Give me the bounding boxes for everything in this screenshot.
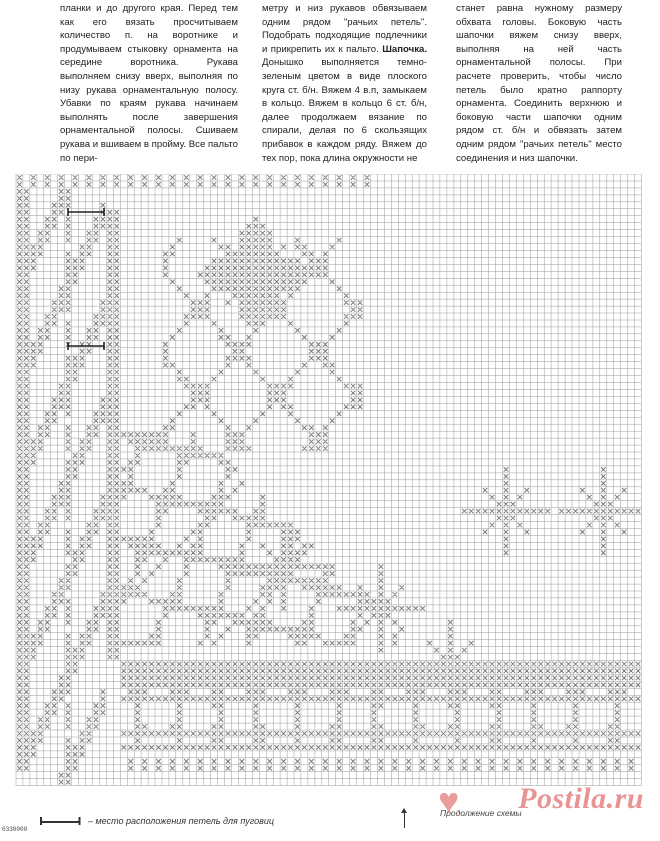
page-code: 0330000 bbox=[2, 826, 28, 833]
column-3-text: станет равна нужному размеру обхвата головы. Боковую часть шапочки вяжем снизу вверх, выполняя на ней часть орнаментальной полосы. При расчете проверить, чтобы число петель было кратно раппорту орнамента. Соединить верхнюю и боковую части шапочки одним рядом ст. б/н и обвязать затем одним рядом "рачьих петель" место соединения и низ шапочки. bbox=[456, 3, 622, 164]
buttonhole-marker-icon bbox=[40, 817, 80, 825]
buttonhole-marker-1 bbox=[68, 208, 104, 216]
hat-instructions: Донышко выполняется темно-зеленым цветом в виде плоского круга ст. б/н. Вяжем 4 в.п, замыкаем в кольцо. Вяжем в кольцо 6 ст. б/н, далее продолжаем вязание по спирали, делая по 6 скользящих прибавок в каждом ряду. Вяжем до тех пор, пока длина окружности не bbox=[262, 57, 427, 164]
hat-heading: Шапочка. bbox=[382, 43, 427, 55]
watermark bbox=[436, 776, 658, 836]
heart-icon: ♥ bbox=[438, 780, 460, 821]
column-2-coat-text: метру и низ рукавов обвязываем одним рядом "рачьих петель". Подобрать подходящие подлечники и прикрепить их к пальто. bbox=[262, 3, 427, 55]
chart-legend bbox=[40, 816, 274, 826]
legend-text: – место расположения петель для пуговиц bbox=[88, 816, 274, 826]
chart-grid bbox=[16, 174, 642, 786]
text-column-2 bbox=[262, 2, 427, 165]
crochet-chart bbox=[0, 174, 660, 804]
text-column-1 bbox=[60, 2, 238, 165]
arrow-up-icon bbox=[404, 808, 406, 828]
column-2-text bbox=[262, 2, 427, 165]
column-1-text: планки и до другого края. Перед тем как его вязать просчитываем количество п. на воротнике и продумываем стыковку орнамента на середине воротника. Рукава выполняем снизу вверх, выполняя по низу рукава орнаментальную полосу. Убавки по краям рукава начинаем выполнять после завершения орнаментальной полосы. Сшиваем рукава и вшиваем в пройму. Все пальто по пери- bbox=[60, 3, 238, 164]
grid-lines bbox=[16, 174, 642, 786]
chart-caption: Продолжение схемы bbox=[440, 808, 522, 818]
text-column-3 bbox=[456, 2, 622, 165]
watermark-text: Postila.ru bbox=[518, 782, 644, 815]
buttonhole-marker-2 bbox=[68, 342, 104, 350]
